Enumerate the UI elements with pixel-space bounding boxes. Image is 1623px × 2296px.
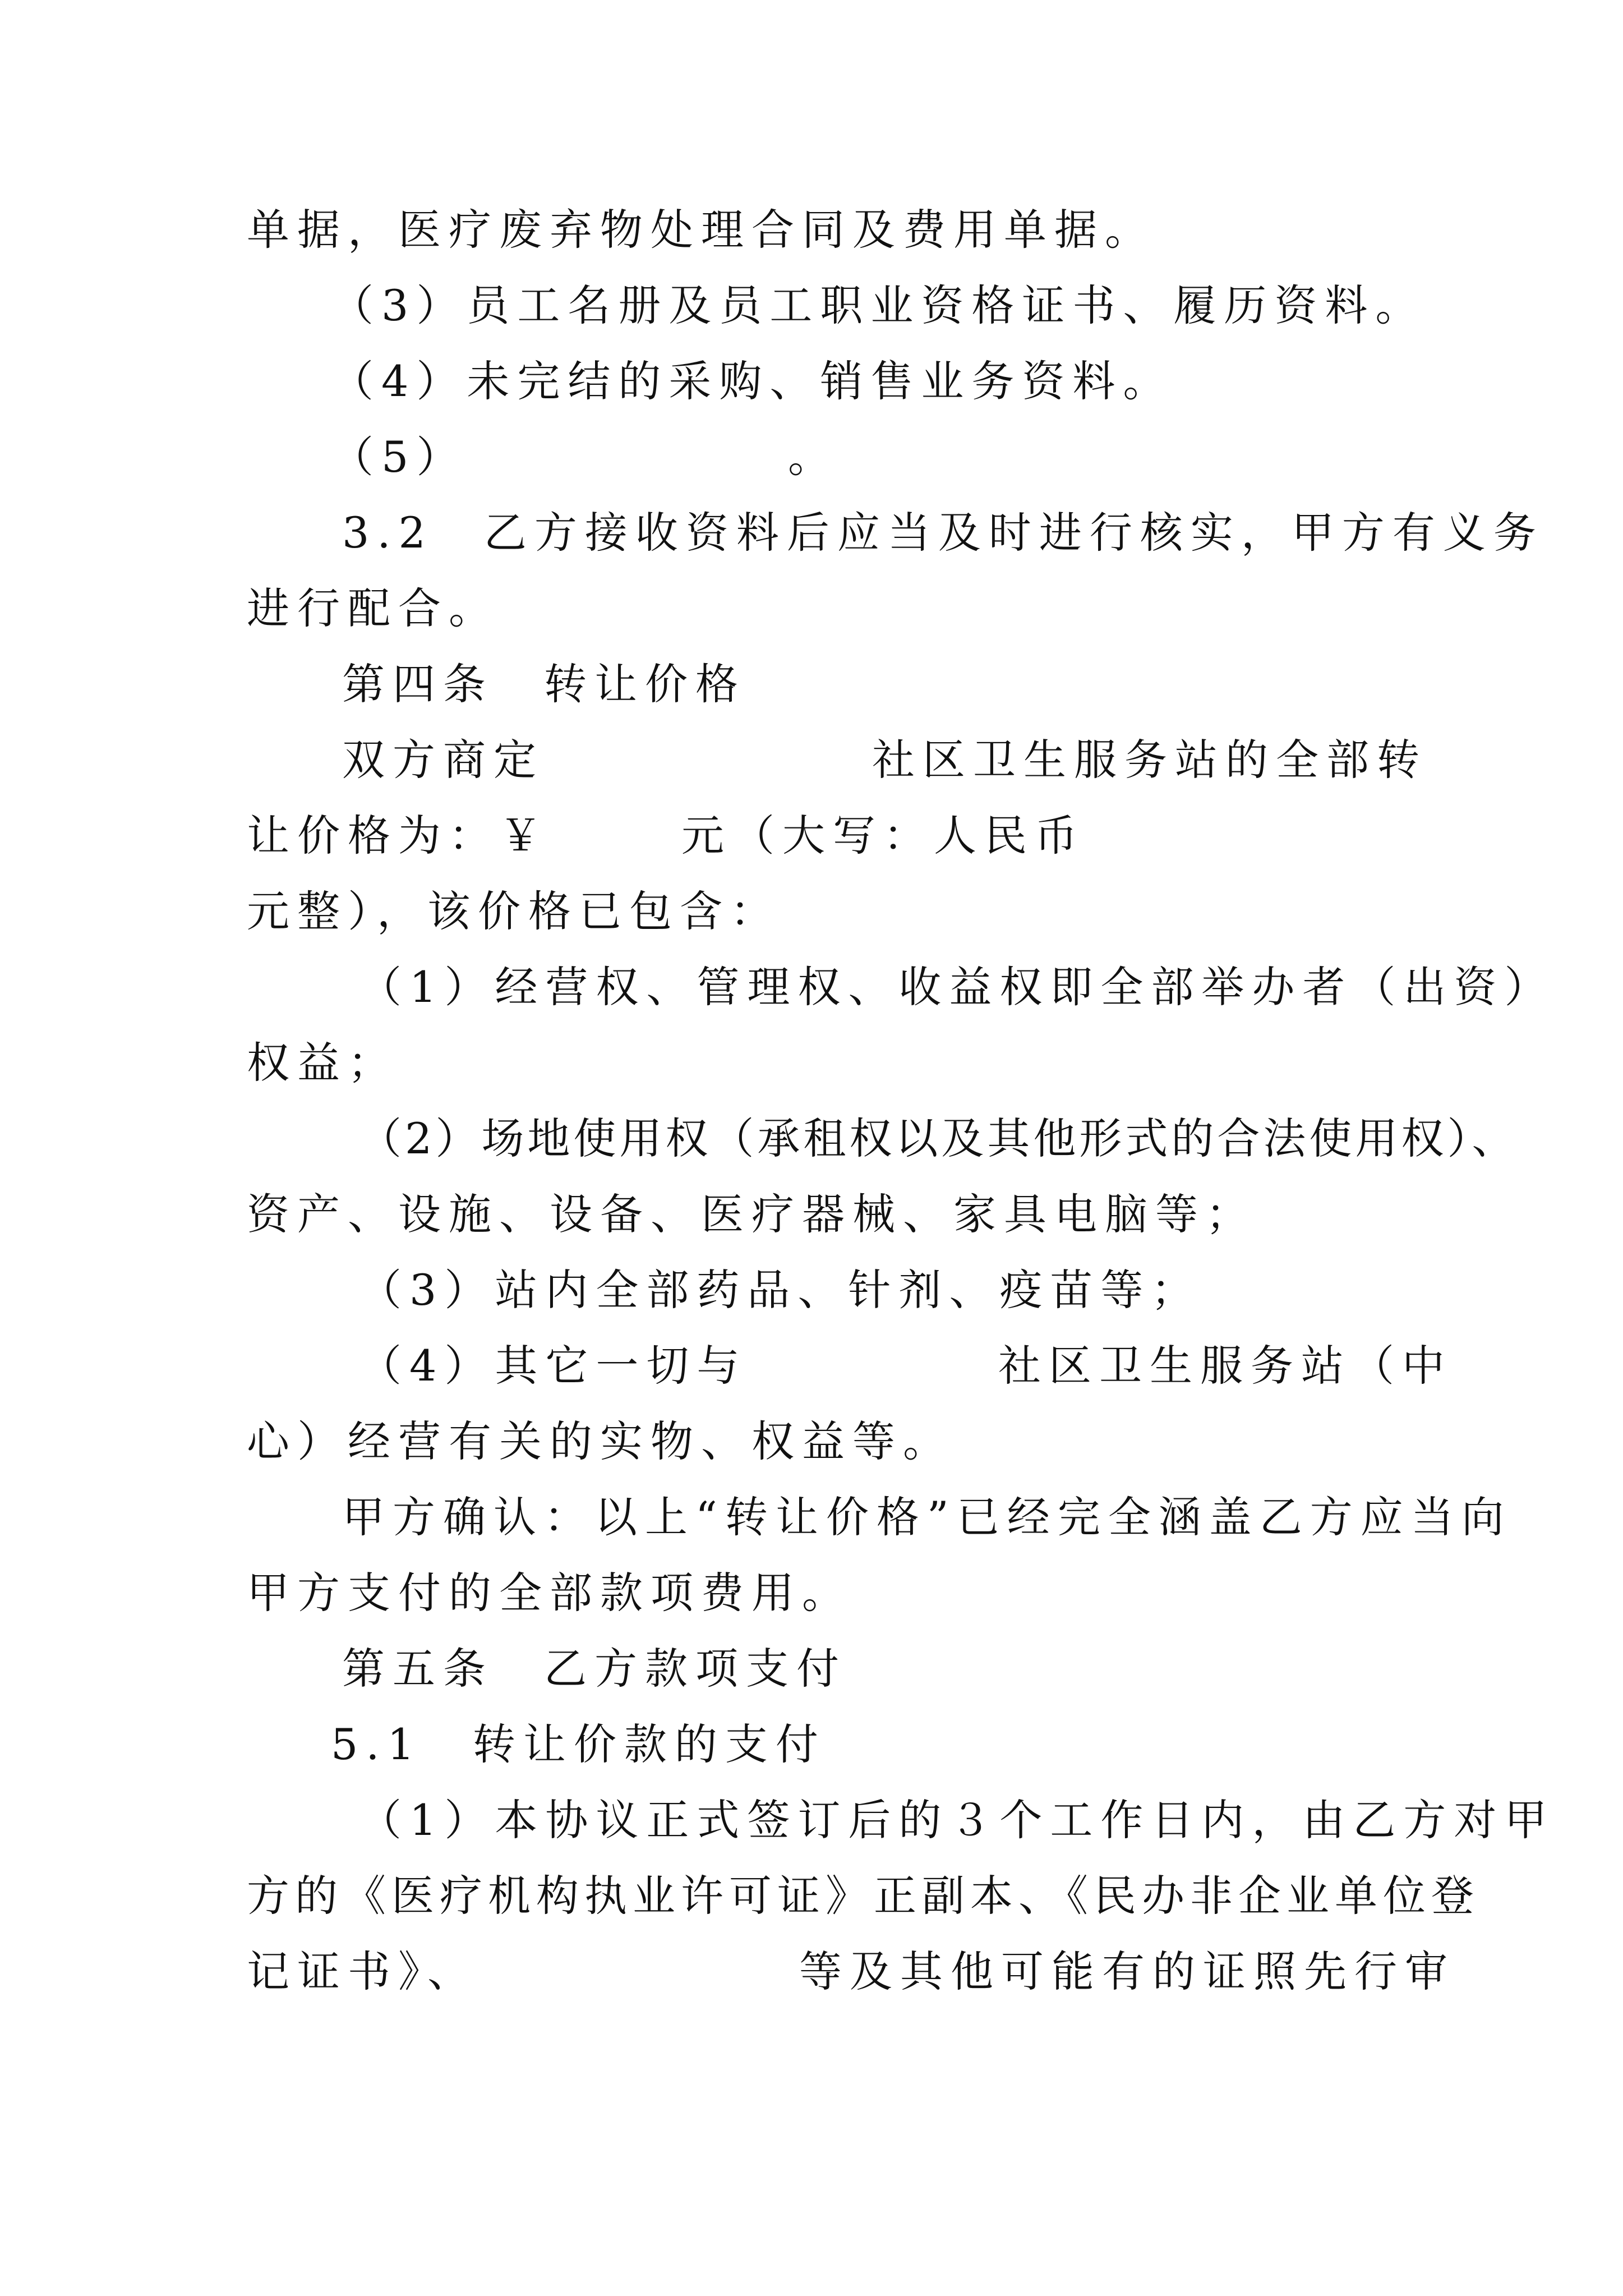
text-line-16-b: 社区卫生服务站（中 <box>998 1341 1453 1391</box>
section-5-1-heading: 5.1 转让价款的支付 <box>331 1719 826 1769</box>
text-line-14: 资产、设施、设备、医疗器械、家具电脑等； <box>247 1189 1256 1239</box>
article-5-heading: 第五条 乙方款项支付 <box>342 1644 847 1694</box>
text-line-18: 甲方确认：以上“转让价格”已经完全涵盖乙方应当向 <box>342 1492 1512 1542</box>
text-line-8-a: 双方商定 <box>342 735 544 785</box>
text-line-13: （2）场地使用权（承租权以及其他形式的合法使用权）、 <box>359 1114 1518 1163</box>
text-line-4-b: 。 <box>788 432 838 482</box>
text-line-1: 单据，医疗废弃物处理合同及费用单据。 <box>247 205 1155 255</box>
text-line-6: 进行配合。 <box>247 583 499 633</box>
text-line-12: 权益； <box>247 1038 398 1088</box>
text-line-19: 甲方支付的全部款项费用。 <box>247 1568 852 1618</box>
article-4-heading: 第四条 转让价格 <box>342 659 746 709</box>
text-line-10: 元整），该价格已包含： <box>247 886 781 936</box>
text-line-22: （1）本协议正式签订后的３个工作日内，由乙方对甲 <box>359 1795 1555 1845</box>
text-line-24-b: 等及其他可能有的证照先行审 <box>799 1947 1455 1996</box>
text-line-9-a: 让价格为：￥ <box>247 811 550 861</box>
text-line-5: 3.2 乙方接收资料后应当及时进行核实，甲方有义务 <box>342 508 1544 558</box>
text-line-11: （1）经营权、管理权、收益权即全部举办者（出资） <box>359 962 1555 1012</box>
text-line-3: （4）未完结的采购、销售业务资料。 <box>331 356 1174 406</box>
text-line-9-b: 元（大写：人民币 <box>681 811 1085 861</box>
text-line-16-a: （4）其它一切与 <box>359 1341 748 1391</box>
text-line-2: （3）员工名册及员工职业资格证书、履历资料。 <box>331 280 1426 330</box>
text-line-8-b: 社区卫生服务站的全部转 <box>872 735 1427 785</box>
text-line-23: 方的《医疗机构执业许可证》正副本、《民办非企业单位登 <box>247 1871 1479 1921</box>
text-line-17: 心）经营有关的实物、权益等。 <box>247 1416 953 1466</box>
text-line-4-a: （5） <box>331 432 467 482</box>
text-line-24-a: 记证书》、 <box>247 1947 478 1996</box>
text-line-15: （3）站内全部药品、针剂、疫苗等； <box>359 1265 1202 1315</box>
